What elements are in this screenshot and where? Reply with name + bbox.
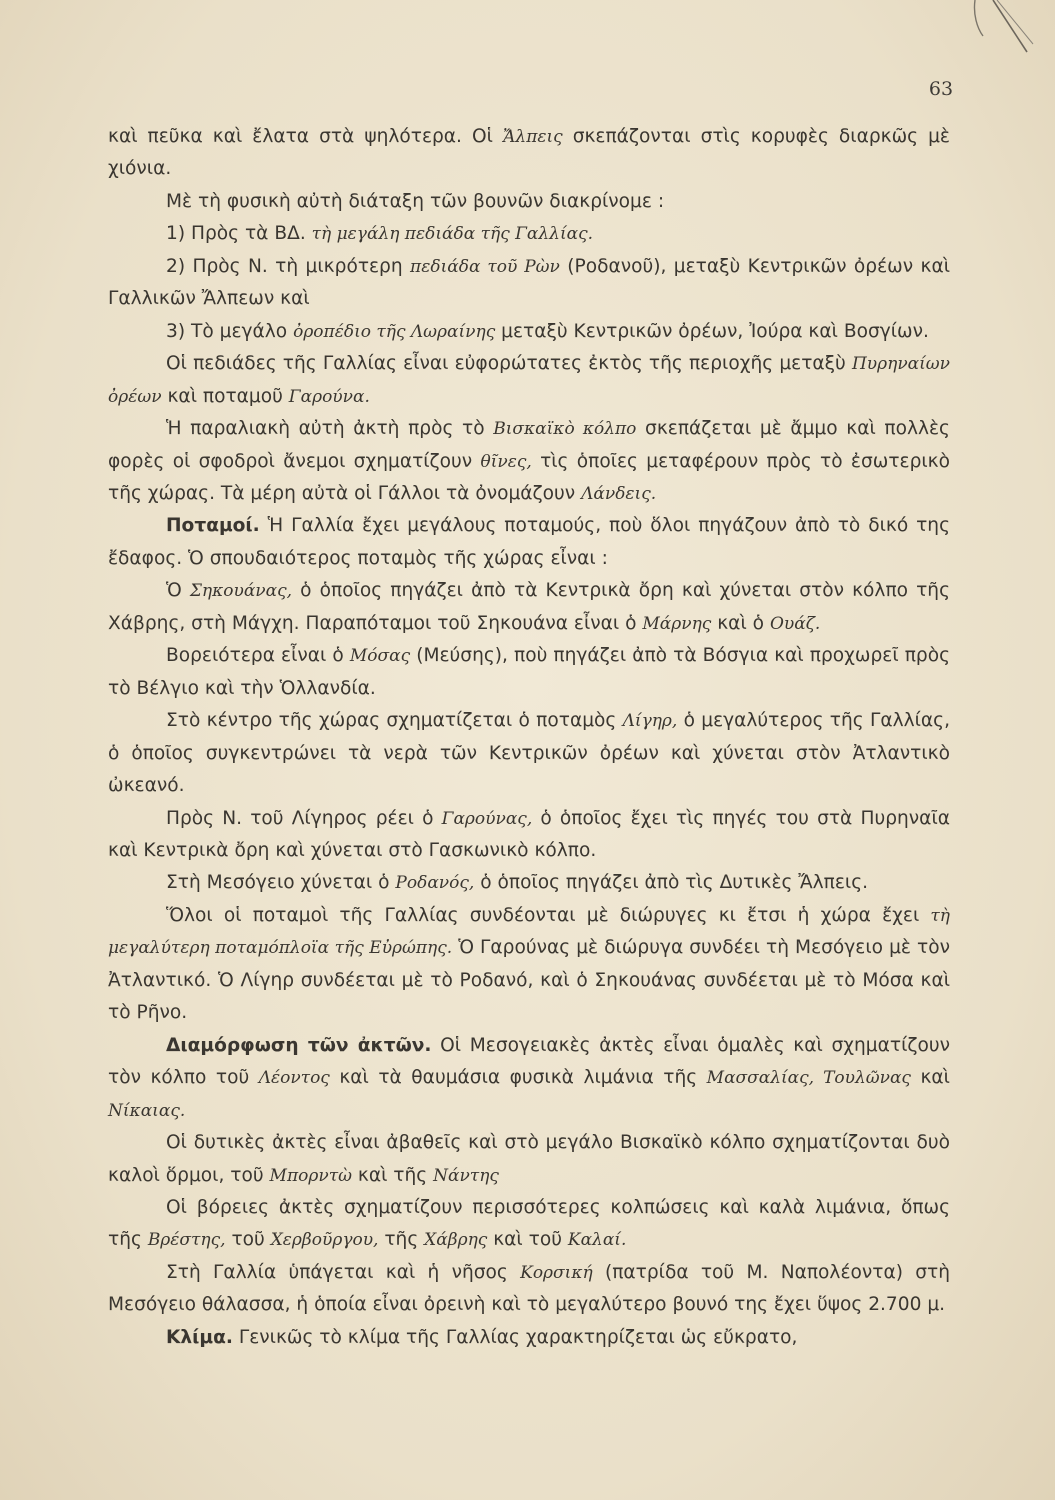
- paragraph: [108, 575, 950, 640]
- text-run: καὶ: [910, 1067, 950, 1089]
- section-heading: Κλίμα.: [166, 1326, 233, 1348]
- list-item: [108, 251, 950, 316]
- italic-term: τὴ μεγάλη πεδιάδα τῆς Γαλλίας.: [311, 224, 594, 245]
- text-run: καὶ ὁ: [711, 612, 770, 634]
- text-run: Οἱ βόρειες ἀκτὲς σχηματίζουν περισσότερες κολπώσεις καὶ καλὰ λιμάνια, ὅπως τῆς: [108, 1196, 950, 1251]
- text-run: σκεπάζεται μὲ ἄμμο καὶ πολλὲς φορὲς οἱ σφοδροὶ ἄνεμοι σχηματίζουν: [108, 418, 950, 472]
- paragraph: [108, 186, 950, 218]
- italic-term: Σηκουάνας,: [189, 581, 293, 602]
- italic-term: Νάντης: [433, 1165, 499, 1186]
- italic-term: θῖνες,: [480, 451, 532, 472]
- italic-term: Γαρούνα.: [288, 386, 370, 407]
- paragraph: [108, 413, 950, 510]
- text-run: Ὁ Γαρούνας μὲ διώρυγα συνδέει τὴ Μεσόγειο μὲ τὸν Ἀτλαντικό. Ὁ Λίγηρ συνδέεται μὲ τὸ Ροδανό, καὶ ὁ Σηκουάνας συνδέεται μὲ τὸ Μόσα καὶ τὸ Ρῆνο.: [108, 937, 950, 1024]
- paragraph: [108, 705, 950, 802]
- italic-term: Καλαί.: [567, 1230, 627, 1251]
- paragraph: [108, 121, 950, 186]
- text-run: 3) Τὸ μεγάλο: [166, 320, 294, 342]
- text-run: Οἱ δυτικὲς ἀκτὲς εἶναι ἀβαθεῖς καὶ στὸ μεγάλο Βισκαϊκὸ κόλπο σχηματίζονται δυὸ καλοὶ ὅρμοι, τοῦ: [108, 1132, 950, 1186]
- section-heading: Ποταμοί.: [166, 515, 260, 537]
- text-run: Μὲ τὴ φυσικὴ αὐτὴ διάταξη τῶν βουνῶν διακρίνομε :: [166, 190, 665, 212]
- italic-term: Λάνδεις.: [581, 483, 657, 504]
- text-run: Ὅλοι οἱ ποταμοὶ τῆς Γαλλίας συνδέονται μὲ διώρυγες κι ἔτσι ἡ χώρα ἔχει: [166, 904, 931, 926]
- italic-term: Ἄλπεις: [502, 127, 563, 147]
- text-run: (Μεύσης), ποὺ πηγάζει ἀπὸ τὰ Βόσγια καὶ προχωρεῖ πρὸς τὸ Βέλγιο καὶ τὴν Ὁλλανδία.: [108, 645, 950, 699]
- text-run: Γενικῶς τὸ κλίμα τῆς Γαλλίας χαρακτηρίζεται ὡς εὔκρατο,: [232, 1326, 798, 1348]
- italic-term: Βρέστης,: [147, 1230, 226, 1251]
- italic-term: Χερβοῦργου,: [270, 1230, 379, 1251]
- italic-term: Μασσαλίας, Τουλῶνας: [706, 1068, 911, 1089]
- italic-term: ὀροπέδιο τῆς Λωραίνης: [293, 321, 496, 342]
- paragraph: [108, 803, 950, 868]
- text-run: (πατρίδα τοῦ Μ. Ναπολέοντα) στὴ Μεσόγειο θάλασσα, ἡ ὁποία εἶναι ὀρεινὴ καὶ τὸ μεγαλύτερο βουνό της ἔχει ὕψος 2.700 μ.: [108, 1261, 950, 1316]
- italic-term: Γαρούνας,: [441, 808, 533, 829]
- italic-term: Μπορντὼ: [269, 1165, 352, 1186]
- corner-pencil-mark: [967, 0, 1037, 60]
- paragraph: [108, 1192, 950, 1257]
- paragraph: [108, 900, 950, 1030]
- text-run: Στὴ Γαλλία ὑπάγεται καὶ ἡ νῆσος: [166, 1261, 521, 1283]
- text-run: Βορειότερα εἶναι ὁ: [166, 645, 350, 667]
- italic-term: Χάβρης: [424, 1230, 488, 1251]
- paragraph: [108, 867, 950, 899]
- italic-term: Μάρνης: [642, 613, 712, 634]
- text-run: Ἡ Γαλλία ἔχει μεγάλους ποταμούς, ποὺ ὅλοι πηγάζουν ἀπὸ τὸ δικό της ἔδαφος. Ὁ σπουδαιότερος ποταμὸς τῆς χώρας εἶναι :: [108, 515, 950, 569]
- list-item: [108, 218, 950, 250]
- text-run: (Ροδανοῦ), μεταξὺ Κεντρικῶν ὀρέων καὶ Γαλλικῶν Ἄλπεων καὶ: [108, 255, 950, 310]
- body-text: [108, 121, 950, 1354]
- text-run: 1) Πρὸς τὰ ΒΔ.: [166, 223, 312, 245]
- text-run: σκεπάζονται στὶς κορυφὲς διαρκῶς μὲ χιόνια.: [108, 126, 950, 180]
- text-run: ὁ ὁποῖος πηγάζει ἀπὸ τὶς Δυτικὲς Ἄλπεις.: [474, 872, 869, 894]
- text-run: καὶ ποταμοῦ: [161, 385, 289, 407]
- text-run: καὶ τοῦ: [487, 1229, 568, 1251]
- page-number: 63: [928, 78, 954, 100]
- italic-term: Νίκαιας.: [108, 1100, 186, 1121]
- paragraph: [108, 1257, 950, 1322]
- text-run: μεταξὺ Κεντρικῶν ὀρέων, Ἰούρα καὶ Βοσγίων.: [495, 320, 929, 342]
- section-heading: Διαμόρφωση τῶν ἀκτῶν.: [166, 1034, 432, 1056]
- italic-term: Μόσας: [349, 646, 411, 667]
- section-climate: [108, 1322, 950, 1354]
- list-item: [108, 316, 950, 348]
- text-run: Στὴ Μεσόγειο χύνεται ὁ: [166, 872, 396, 894]
- paragraph: [108, 348, 950, 413]
- paragraph: [108, 640, 950, 705]
- italic-term: Ουάζ.: [769, 613, 821, 634]
- italic-term: πεδιάδα τοῦ Ρὼν: [410, 256, 560, 277]
- italic-term: Βισκαϊκὸ κόλπο: [493, 419, 637, 440]
- text-run: Πρὸς Ν. τοῦ Λίγηρος ρέει ὁ: [166, 807, 442, 829]
- text-run: Στὸ κέντρο τῆς χώρας σχηματίζεται ὁ ποταμὸς: [166, 710, 623, 732]
- text-run: 2) Πρὸς Ν. τὴ μικρότερη: [166, 255, 411, 277]
- text-run: ὁ ὁποῖος ἔχει τὶς πηγές του στὰ Πυρηναῖα καὶ Κεντρικὰ ὄρη καὶ χύνεται στὸ Γασκωνικὸ κόλπο.: [108, 807, 950, 861]
- text-run: Οἱ Μεσογειακὲς ἀκτὲς εἶναι ὁμαλὲς καὶ σχηματίζουν τὸν κόλπο τοῦ: [108, 1034, 950, 1089]
- text-run: τὶς ὁποῖες μεταφέρουν πρὸς τὸ ἐσωτερικὸ τῆς χώρας. Τὰ μέρη αὐτὰ οἱ Γάλλοι τὰ ὀνομάζουν: [108, 450, 950, 504]
- italic-term: Ροδανός,: [395, 873, 475, 894]
- text-run: Ὁ: [166, 580, 190, 602]
- italic-term: τὴ μεγαλύτερη ποταμόπλοϊα τῆς Εὐρώπης.: [108, 905, 950, 959]
- text-run: καὶ τῆς: [351, 1164, 434, 1186]
- section-rivers: [108, 510, 950, 575]
- text-run: ὁ ὁποῖος πηγάζει ἀπὸ τὰ Κεντρικὰ ὄρη καὶ χύνεται στὸν κόλπο τῆς Χάβρης, στὴ Μάγχη. Παραπόταμοι τοῦ Σηκουάνα εἶναι ὁ: [108, 580, 951, 634]
- text-run: ὁ μεγαλύτερος τῆς Γαλλίας, ὁ ὁποῖος συγκεντρώνει τὰ νερὰ τῶν Κεντρικῶν ὀρέων καὶ χύνεται στὸν Ἀτλαντικὸ ὠκεανό.: [108, 710, 950, 797]
- text-run: τῆς: [378, 1229, 425, 1251]
- italic-term: Κορσική: [520, 1262, 593, 1283]
- italic-term: Λίγηρ,: [622, 711, 678, 732]
- text-run: τοῦ: [225, 1229, 271, 1251]
- text-run: Ἡ παραλιακὴ αὐτὴ ἀκτὴ πρὸς τὸ: [166, 418, 494, 440]
- section-coasts: [108, 1030, 950, 1127]
- text-run: καὶ τὰ θαυμάσια φυσικὰ λιμάνια τῆς: [329, 1067, 707, 1089]
- italic-term: Πυρηναίων ὀρέων: [108, 354, 950, 407]
- paragraph: [108, 1127, 950, 1192]
- text-run: Οἱ πεδιάδες τῆς Γαλλίας εἶναι εὐφορώτατες ἐκτὸς τῆς περιοχῆς μεταξὺ: [166, 353, 852, 375]
- text-run: καὶ πεῦκα καὶ ἔλατα στὰ ψηλότερα. Οἱ: [108, 126, 503, 147]
- italic-term: Λέοντος: [258, 1068, 330, 1089]
